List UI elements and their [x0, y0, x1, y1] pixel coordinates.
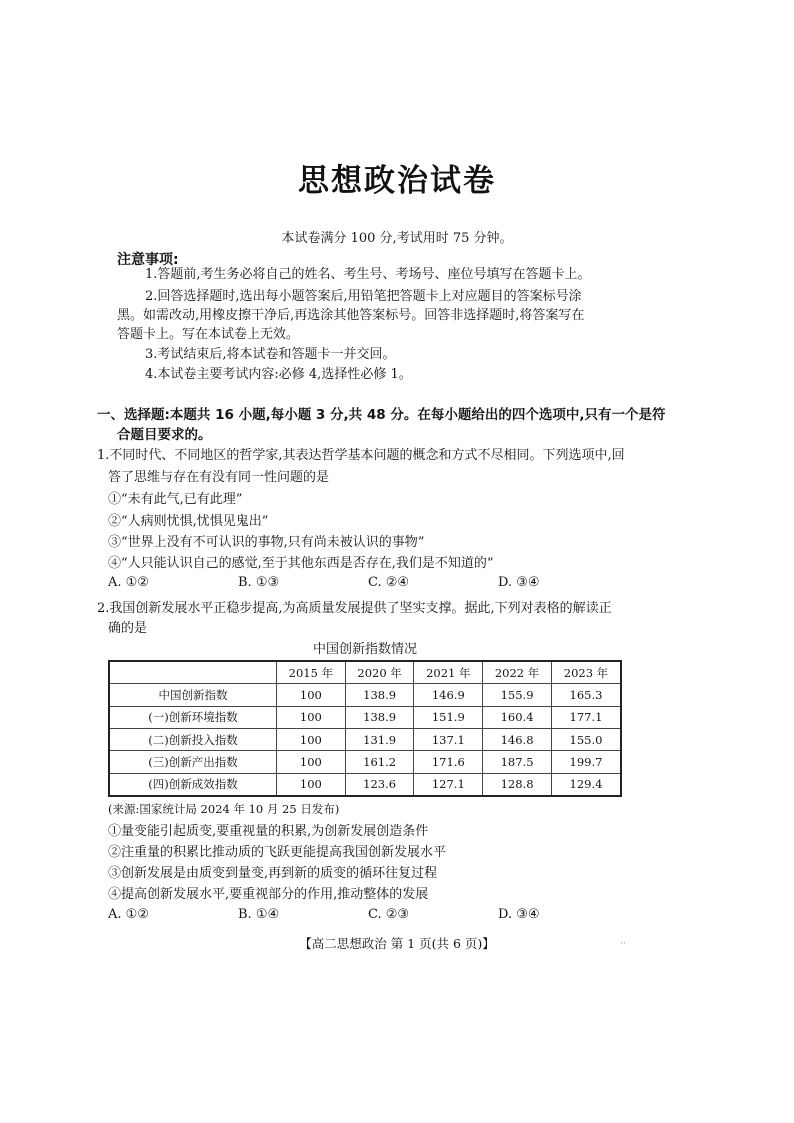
- question-1-option-d[interactable]: D. ③④: [498, 575, 540, 590]
- notice-item-2-line-3: 答题卡上。写在本试卷上无效。: [117, 327, 300, 342]
- table-cell: 100: [277, 773, 346, 796]
- question-2-option-d[interactable]: D. ③④: [498, 907, 540, 922]
- table-source: (来源:国家统计局 2024 年 10 月 25 日发布): [108, 802, 340, 816]
- table-cell: 199.7: [551, 751, 621, 773]
- table-row: [109, 773, 621, 796]
- section-heading-line-2: 合题目要求的。: [117, 427, 212, 443]
- question-2-option-a[interactable]: A. ①②: [108, 907, 149, 922]
- table-cell: 138.9: [345, 706, 414, 728]
- notice-item-2-line-2: 黑。如需改动,用橡皮擦干净后,再选涂其他答案标号。回答非选择题时,将答案写在: [117, 308, 585, 323]
- table-cell: 177.1: [551, 706, 621, 728]
- header-cell: 2023 年: [551, 661, 621, 684]
- question-2-option-b[interactable]: B. ①④: [238, 907, 280, 922]
- question-1-statement-2: ②“人病则忧惧,忧惧见鬼出”: [108, 514, 269, 529]
- notice-item-4: 4.本试卷主要考试内容:必修 4,选择性必修 1。: [145, 367, 412, 382]
- row-label: (二)创新投入指数: [109, 728, 277, 750]
- table-row: [109, 751, 621, 773]
- question-2-statement-4: ④提高创新发展水平,要重视部分的作用,推动整体的发展: [108, 887, 429, 902]
- question-2-statement-3: ③创新发展是由质变到量变,再到新的质变的循环往复过程: [108, 866, 438, 881]
- table-title: 中国创新指数情况: [312, 642, 417, 657]
- header-cell: 2022 年: [483, 661, 552, 684]
- table-cell: 123.6: [345, 773, 414, 796]
- row-label: (三)创新产出指数: [109, 751, 277, 773]
- table-cell: 137.1: [414, 728, 483, 750]
- header-cell: 2021 年: [414, 661, 483, 684]
- table-row: [109, 728, 621, 750]
- table-row: [109, 684, 621, 706]
- section-heading-line-1: 一、选择题:本题共 16 小题,每小题 3 分,共 48 分。在每小题给出的四个选项中,只有一个是符: [97, 407, 666, 423]
- table-cell: 128.8: [483, 773, 552, 796]
- header-cell: 2015 年: [277, 661, 346, 684]
- question-2-stem-line-1: 2.我国创新发展水平正稳步提高,为高质量发展提供了坚实支撑。据此,下列对表格的解读正: [97, 601, 612, 616]
- table-cell: 155.0: [551, 728, 621, 750]
- table-cell: 131.9: [345, 728, 414, 750]
- table-cell: 171.6: [414, 751, 483, 773]
- question-1-statement-1: ①“未有此气,已有此理”: [108, 492, 243, 507]
- notice-heading: 注意事项:: [117, 252, 179, 268]
- question-1-stem-line-1: 1.不同时代、不同地区的哲学家,其表达哲学基本问题的概念和方式不尽相同。下列选项中,回: [97, 448, 625, 463]
- innovation-index-table: [108, 660, 622, 797]
- row-label: (四)创新成效指数: [109, 773, 277, 796]
- header-cell-empty: [109, 661, 277, 684]
- question-2-statement-1: ①量变能引起质变,要重视量的积累,为创新发展创造条件: [108, 824, 429, 839]
- table-cell: 100: [277, 751, 346, 773]
- table-cell: 155.9: [483, 684, 552, 706]
- scan-speck: ··: [620, 939, 626, 949]
- notice-item-1: 1.答题前,考生务必将自己的姓名、考生号、考场号、座位号填写在答题卡上。: [145, 267, 591, 282]
- table-cell: 146.9: [414, 684, 483, 706]
- table-cell: 187.5: [483, 751, 552, 773]
- page-footer: 【高二思想政治 第 1 页(共 6 页)】: [299, 936, 495, 951]
- table-cell: 146.8: [483, 728, 552, 750]
- question-2-option-c[interactable]: C. ②③: [368, 907, 410, 922]
- notice-item-3: 3.考试结束后,将本试卷和答题卡一并交回。: [145, 347, 396, 362]
- header-cell: 2020 年: [345, 661, 414, 684]
- question-1-option-c[interactable]: C. ②④: [368, 575, 410, 590]
- row-label: 中国创新指数: [109, 684, 277, 706]
- table-cell: 129.4: [551, 773, 621, 796]
- question-1-option-b[interactable]: B. ①③: [238, 575, 280, 590]
- question-1-option-a[interactable]: A. ①②: [108, 575, 149, 590]
- table-cell: 165.3: [551, 684, 621, 706]
- question-2-stem-line-2: 确的是: [108, 621, 148, 636]
- table-row: [109, 706, 621, 728]
- table-cell: 160.4: [483, 706, 552, 728]
- question-1-statement-4: ④“人只能认识自己的感觉,至于其他东西是否存在,我们是不知道的”: [108, 556, 494, 571]
- notice-item-2-line-1: 2.回答选择题时,选出每小题答案后,用铅笔把答题卡上对应题目的答案标号涂: [145, 289, 582, 304]
- table-cell: 161.2: [345, 751, 414, 773]
- table-cell: 100: [277, 706, 346, 728]
- table-cell: 138.9: [345, 684, 414, 706]
- exam-info: 本试卷满分 100 分,考试用时 75 分钟。: [281, 231, 513, 246]
- table-cell: 100: [277, 684, 346, 706]
- table-cell: 100: [277, 728, 346, 750]
- table-header-row: [109, 661, 621, 684]
- question-1-statement-3: ③“世界上没有不可认识的事物,只有尚未被认识的事物”: [108, 535, 425, 550]
- question-2-statement-2: ②注重量的积累比推动质的飞跃更能提高我国创新发展水平: [108, 845, 447, 860]
- row-label: (一)创新环境指数: [109, 706, 277, 728]
- page-title: 思想政治试卷: [298, 163, 496, 199]
- question-1-stem-line-2: 答了思维与存在有没有同一性问题的是: [108, 470, 330, 485]
- table-cell: 151.9: [414, 706, 483, 728]
- table-cell: 127.1: [414, 773, 483, 796]
